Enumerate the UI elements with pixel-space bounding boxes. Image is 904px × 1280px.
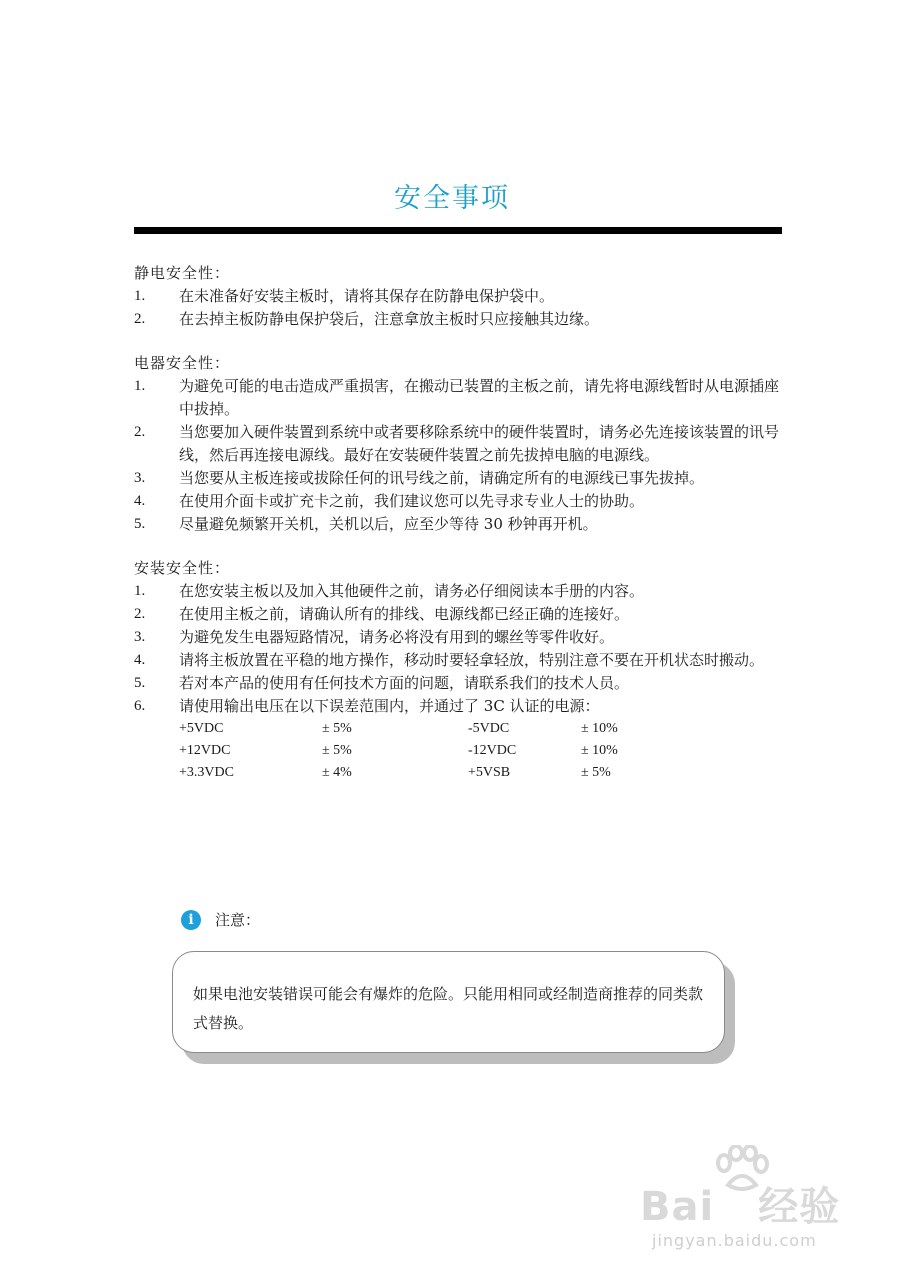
item-text: 当您要从主板连接或拔除任何的讯号线之前，请确定所有的电源线已事先拔掉。	[179, 469, 705, 487]
list-item	[134, 375, 784, 421]
note-text: 如果电池安装错误可能会有爆炸的危险。只能用相同或经制造商推荐的同类款式替换。	[193, 985, 704, 1032]
spec-cell: ± 5%	[581, 765, 611, 780]
item-text: 为避免可能的电击造成严重损害，在搬动已装置的主板之前，请先将电源线暂时从电源插座中拔掉。	[179, 377, 780, 418]
spec-cell: ± 5%	[322, 721, 352, 736]
list-item	[134, 626, 784, 649]
spec-cell: -12VDC	[468, 743, 517, 758]
spec-cell: +3.3VDC	[179, 765, 234, 780]
voltage-spec-table	[179, 718, 784, 784]
document-body	[134, 262, 784, 805]
spec-cell: +5VSB	[468, 765, 511, 780]
item-number: 4.	[134, 652, 146, 668]
item-number: 5.	[134, 516, 146, 532]
item-text: 为避免发生电器短路情况，请务必将没有用到的螺丝等零件收好。	[179, 628, 615, 646]
spec-cell: +12VDC	[179, 743, 231, 758]
section-heading: 安装安全性：	[134, 559, 231, 577]
item-text: 请使用输出电压在以下误差范围内，并通过了 3C 认证的电源：	[179, 697, 600, 715]
spec-cell: ± 4%	[322, 765, 352, 780]
list-item	[134, 490, 784, 513]
title-rule	[134, 227, 782, 234]
spec-cell: -5VDC	[468, 721, 510, 736]
baidu-watermark	[640, 1145, 890, 1265]
note-header	[181, 909, 260, 930]
item-number: 1.	[134, 583, 146, 599]
spec-cell: ± 10%	[581, 721, 618, 736]
item-number: 1.	[134, 378, 146, 394]
item-text: 在使用主板之前，请确认所有的排线、电源线都已经正确的连接好。	[179, 605, 630, 623]
info-icon: i	[181, 910, 201, 930]
item-number: 2.	[134, 606, 146, 622]
item-number: 1.	[134, 288, 146, 304]
item-text: 在未准备好安装主板时，请将其保存在防静电保护袋中。	[179, 287, 555, 305]
list-item	[134, 285, 784, 308]
list-item	[134, 308, 784, 331]
section-static-safety	[134, 262, 784, 331]
list-item	[134, 649, 784, 672]
note-label: 注意：	[215, 911, 261, 929]
spec-cell: ± 5%	[322, 743, 352, 758]
watermark-brand: Bai 经验	[640, 1184, 841, 1230]
list-item	[134, 467, 784, 490]
item-text: 在使用介面卡或扩充卡之前，我们建议您可以先寻求专业人士的协助。	[179, 492, 645, 510]
section-heading: 静电安全性：	[134, 264, 231, 282]
list-item	[134, 580, 784, 603]
note-box	[172, 951, 725, 1053]
spec-cell: ± 10%	[581, 743, 618, 758]
item-text: 当您要加入硬件装置到系统中或者要移除系统中的硬件装置时，请务必先连接该装置的讯号线，然后再连接电源线。最好在安装硬件装置之前先拔掉电脑的电源线。	[179, 423, 780, 464]
section-installation-safety	[134, 557, 784, 784]
item-number: 5.	[134, 675, 146, 691]
section-electrical-safety	[134, 352, 784, 536]
item-number: 3.	[134, 629, 146, 645]
item-number: 3.	[134, 470, 146, 486]
section-heading: 电器安全性：	[134, 354, 231, 372]
list-item	[134, 513, 784, 536]
item-number: 2.	[134, 424, 146, 440]
list-item	[134, 695, 784, 718]
item-number: 2.	[134, 311, 146, 327]
item-text: 若对本产品的使用有任何技术方面的问题，请联系我们的技术人员。	[179, 674, 630, 692]
item-text: 在您安装主板以及加入其他硬件之前，请务必仔细阅读本手册的内容。	[179, 582, 645, 600]
spec-cell: +5VDC	[179, 721, 224, 736]
item-number: 6.	[134, 698, 146, 714]
item-number: 4.	[134, 493, 146, 509]
item-text: 在去掉主板防静电保护袋后，注意拿放主板时只应接触其边缘。	[179, 310, 600, 328]
list-item	[134, 421, 784, 467]
item-text: 请将主板放置在平稳的地方操作，移动时要轻拿轻放，特别注意不要在开机状态时搬动。	[179, 651, 765, 669]
watermark-url: jingyan.baidu.com	[652, 1231, 817, 1250]
list-item	[134, 672, 784, 695]
list-item	[134, 603, 784, 626]
page-title: 安全事项	[394, 183, 510, 214]
item-text: 尽量避免频繁开关机，关机以后，应至少等待 30 秒钟再开机。	[179, 515, 598, 533]
